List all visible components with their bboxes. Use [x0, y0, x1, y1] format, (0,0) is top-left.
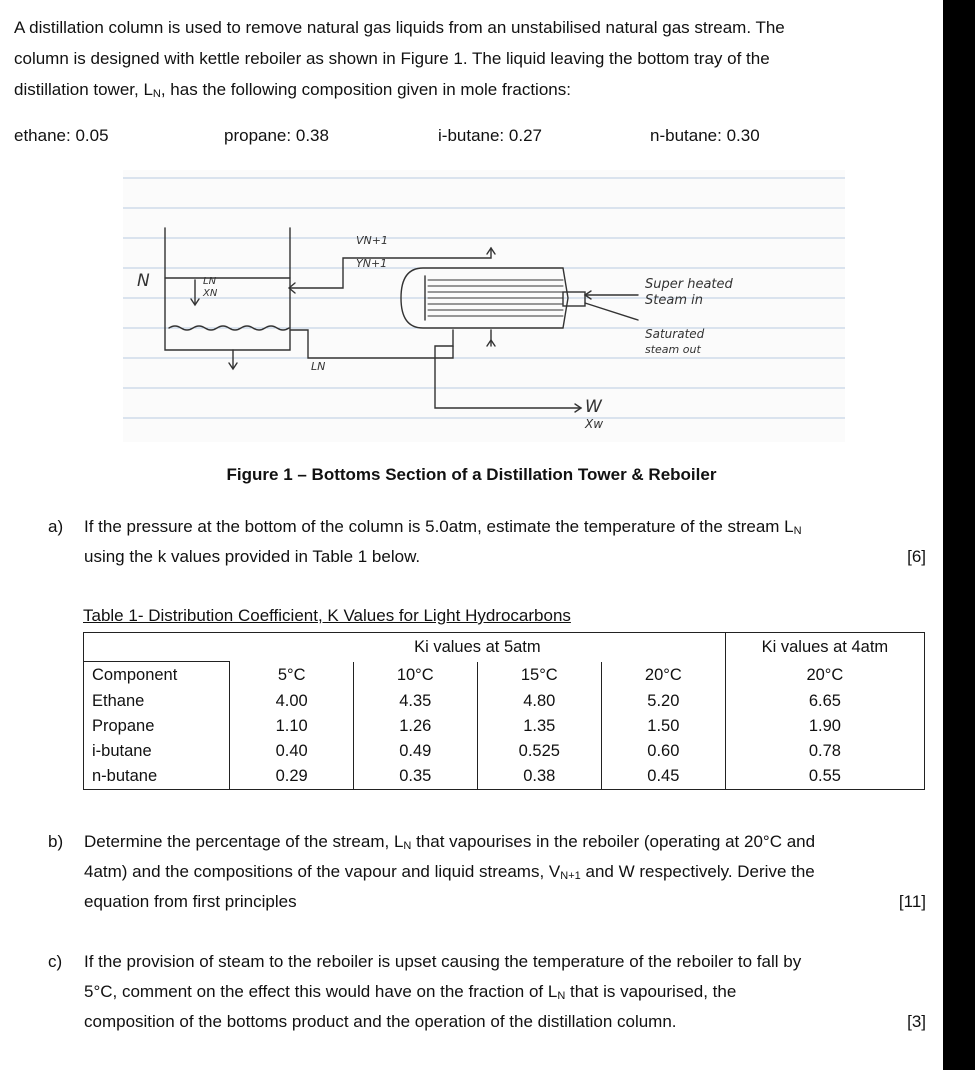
question-c-line-2-pre: 5°C, comment on the effect this would have on the fraction of L	[84, 982, 558, 1001]
table-cell: 4.00	[230, 689, 353, 714]
question-b-line-1-pre: Determine the percentage of the stream, L	[84, 832, 404, 851]
label-xn-tray: XN	[203, 288, 218, 299]
table-header-temp: 10°C	[353, 662, 477, 690]
label-ln-pipe: LN	[311, 360, 326, 373]
question-b-text	[84, 827, 926, 917]
table-group-5atm: Ki values at 5atm	[230, 633, 725, 662]
question-c-line-2	[84, 977, 926, 1007]
table-cell-component: n-butane	[84, 764, 230, 790]
question-a-line-1	[84, 512, 926, 542]
table-title: Table 1- Distribution Coefficient, K Values for Light Hydrocarbons	[83, 606, 571, 625]
composition-n-butane	[650, 126, 760, 146]
question-b-letter: b)	[48, 832, 64, 851]
composition-value: 0.05	[75, 126, 109, 145]
label-ln-tray: LN	[203, 276, 217, 287]
question-a	[48, 512, 928, 572]
table-cell-component: Propane	[84, 714, 230, 739]
intro-line-1: A distillation column is used to remove natural gas liquids from an unstabilised natural gas stream. The	[14, 18, 785, 37]
table-row	[84, 689, 925, 714]
k-values-table	[83, 632, 925, 790]
intro-line-3-post: , has the following composition given in mole fractions:	[160, 80, 571, 99]
composition-label: propane:	[224, 126, 292, 145]
intro-line-2: column is designed with kettle reboiler as shown in Figure 1. The liquid leaving the bottom tray of the	[14, 49, 770, 68]
question-a-text	[84, 512, 926, 572]
table-cell: 0.49	[353, 739, 477, 764]
label-vapour: VN+1	[356, 234, 388, 247]
table-cell: 4.80	[477, 689, 601, 714]
table-cell: 0.78	[725, 739, 924, 764]
question-c-text	[84, 947, 926, 1037]
question-c-letter: c)	[48, 952, 63, 971]
question-c	[48, 947, 928, 1037]
question-b-marks: [11]	[898, 892, 926, 911]
right-edge-bar	[943, 0, 975, 1070]
label-steam-out-2: steam out	[645, 343, 701, 356]
table-cell: 0.525	[477, 739, 601, 764]
label-steam-in-1: Super heated	[645, 277, 733, 292]
table-cell: 6.65	[725, 689, 924, 714]
table-header-temp: 20°C	[725, 662, 924, 690]
question-b-line-2-pre: 4atm) and the compositions of the vapour and liquid streams, V	[84, 862, 561, 881]
table-cell: 4.35	[353, 689, 477, 714]
figure-caption: Figure 1 – Bottoms Section of a Distillation Tower & Reboiler	[226, 465, 717, 484]
question-b-line-1	[84, 827, 926, 857]
table-cell-component: i-butane	[84, 739, 230, 764]
question-c-marks: [3]	[907, 1012, 926, 1031]
question-b-line-2	[84, 857, 926, 887]
table-cell: 0.45	[601, 764, 725, 790]
question-a-line-1-sub: N	[793, 525, 802, 537]
question-b-line-3: equation from first principles	[84, 892, 297, 911]
question-a-marks: [6]	[907, 547, 926, 566]
question-b-line-2-post: and W respectively. Derive the	[580, 862, 815, 881]
question-c-line-2-sub: N	[557, 990, 566, 1002]
lined-paper-background	[123, 170, 845, 442]
table-header-component: Component	[84, 662, 230, 690]
table-cell: 0.29	[230, 764, 353, 790]
question-a-line-2: using the k values provided in Table 1 below.	[84, 547, 421, 566]
composition-label: n-butane:	[650, 126, 722, 145]
intro-line-3-pre: distillation tower, L	[14, 80, 153, 99]
table-cell: 1.90	[725, 714, 924, 739]
table-group-4atm: Ki values at 4atm	[725, 633, 924, 662]
composition-ethane	[14, 126, 109, 146]
label-steam-out-1: Saturated	[645, 327, 705, 341]
label-bottoms-w: W	[585, 397, 602, 417]
table-header-temp: 20°C	[601, 662, 725, 690]
table-cell: 1.50	[601, 714, 725, 739]
table-cell: 1.35	[477, 714, 601, 739]
table-cell: 5.20	[601, 689, 725, 714]
table-cell: 0.60	[601, 739, 725, 764]
table-header-temp: 15°C	[477, 662, 601, 690]
question-c-line-3: composition of the bottoms product and the operation of the distillation column.	[84, 1012, 677, 1031]
reboiler-sketch-figure	[123, 170, 845, 442]
table-cell: 0.55	[725, 764, 924, 790]
question-b-line-1-sub: N	[403, 840, 412, 852]
composition-propane	[224, 126, 329, 146]
table-header-row	[84, 662, 925, 690]
table-cell-component: Ethane	[84, 689, 230, 714]
table-cell: 0.40	[230, 739, 353, 764]
composition-value: 0.30	[726, 126, 760, 145]
composition-row	[14, 126, 914, 152]
table-row	[84, 739, 925, 764]
composition-label: ethane:	[14, 126, 71, 145]
table-row	[84, 764, 925, 790]
composition-i-butane	[438, 126, 542, 146]
composition-label: i-butane:	[438, 126, 505, 145]
table-group-header-row	[84, 633, 925, 662]
question-b-line-2-sub: N+1	[560, 870, 581, 882]
question-c-line-2-post: that is vapourised, the	[565, 982, 737, 1001]
question-a-line-1-pre: If the pressure at the bottom of the column is 5.0atm, estimate the temperature of the stream L	[84, 517, 794, 536]
question-a-letter: a)	[48, 517, 64, 536]
intro-line-3	[14, 74, 932, 105]
question-b	[48, 827, 928, 917]
question-c-line-1: If the provision of steam to the reboiler is upset causing the temperature of the reboiler to fall by	[84, 952, 802, 971]
table-cell: 0.38	[477, 764, 601, 790]
table-cell: 1.10	[230, 714, 353, 739]
question-b-line-1-post: that vapourises in the reboiler (operating at 20°C and	[411, 832, 816, 851]
label-steam-in-2: Steam in	[645, 293, 703, 308]
composition-value: 0.38	[295, 126, 329, 145]
label-vapour-y: YN+1	[356, 257, 388, 270]
table-cell: 1.26	[353, 714, 477, 739]
table-cell: 0.35	[353, 764, 477, 790]
composition-value: 0.27	[508, 126, 542, 145]
intro-paragraph	[14, 12, 932, 105]
table-row	[84, 714, 925, 739]
label-bottoms-x: Xw	[585, 417, 604, 431]
intro-line-3-sub: N	[152, 88, 161, 100]
table-header-temp: 5°C	[230, 662, 353, 690]
table-blank-cell	[84, 633, 230, 662]
label-feed-n: N	[137, 271, 150, 291]
